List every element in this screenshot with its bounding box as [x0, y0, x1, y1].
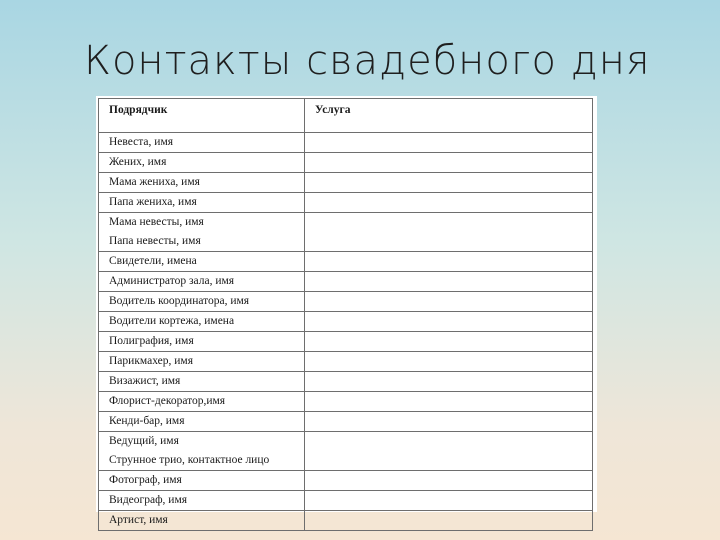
contractor-cell	[99, 272, 305, 292]
service-cell	[305, 392, 593, 412]
table-row	[99, 412, 593, 432]
service-cell	[305, 491, 593, 511]
contractor-label: Папа невесты, имя	[109, 235, 201, 247]
contractor-cell	[99, 193, 305, 213]
contractor-label: Папа жениха, имя	[109, 196, 197, 208]
table-row	[99, 332, 593, 352]
contractor-cell	[99, 292, 305, 312]
contractor-label: Мама невесты, имя	[109, 216, 204, 228]
service-cell	[305, 352, 593, 372]
service-cell	[305, 372, 593, 392]
contractor-cell	[99, 173, 305, 193]
table-row	[99, 213, 593, 252]
contractor-cell	[99, 372, 305, 392]
table-header-row	[99, 99, 593, 133]
contractor-label: Администратор зала, имя	[109, 275, 235, 287]
contractor-cell	[99, 312, 305, 332]
table-row	[99, 173, 593, 193]
table-row	[99, 471, 593, 491]
service-cell	[305, 193, 593, 213]
service-cell	[305, 412, 593, 432]
contractor-label: Водители кортежа, имена	[109, 315, 235, 327]
contractor-label: Струнное трио, контактное лицо	[109, 454, 270, 466]
service-cell	[305, 272, 593, 292]
service-cell	[305, 153, 593, 173]
contractor-cell	[99, 352, 305, 372]
header-service-label: Услуга	[315, 104, 351, 116]
service-cell	[305, 292, 593, 312]
service-cell	[305, 173, 593, 193]
contractor-label: Визажист, имя	[109, 375, 181, 387]
service-cell	[305, 332, 593, 352]
table-row	[99, 511, 593, 531]
contractor-label: Жених, имя	[109, 156, 167, 168]
contractor-label: Полиграфия, имя	[109, 335, 194, 347]
contractor-cell	[99, 213, 305, 252]
contractor-cell	[99, 471, 305, 491]
header-service	[305, 99, 593, 133]
service-cell	[305, 133, 593, 153]
contractor-cell	[99, 392, 305, 412]
contractor-cell	[99, 332, 305, 352]
table-row	[99, 392, 593, 412]
contacts-table	[98, 98, 593, 531]
contractor-cell	[99, 133, 305, 153]
contractor-cell	[99, 153, 305, 173]
service-cell	[305, 511, 593, 531]
service-cell	[305, 213, 593, 252]
contractor-cell	[99, 491, 305, 511]
contractor-cell	[99, 432, 305, 471]
contractor-label: Водитель координатора, имя	[109, 295, 250, 307]
service-cell	[305, 252, 593, 272]
table-row	[99, 432, 593, 471]
table-row	[99, 372, 593, 392]
contractor-cell	[99, 412, 305, 432]
document-sheet	[96, 96, 597, 526]
service-cell	[305, 471, 593, 491]
contractor-label: Свидетели, имена	[109, 255, 197, 267]
contractor-label: Флорист-декоратор,имя	[109, 395, 226, 407]
slide-title: Контакты свадебного дня	[84, 38, 651, 84]
table-row	[99, 252, 593, 272]
table-row	[99, 352, 593, 372]
service-cell	[305, 432, 593, 471]
contractor-label: Фотограф, имя	[109, 474, 182, 486]
contractor-label: Кенди-бар, имя	[109, 415, 185, 427]
table-row	[99, 153, 593, 173]
service-cell	[305, 312, 593, 332]
contractor-label: Невеста, имя	[109, 136, 174, 148]
contractor-label: Видеограф, имя	[109, 494, 188, 506]
table-row	[99, 312, 593, 332]
table-row	[99, 133, 593, 153]
contractor-label: Мама жениха, имя	[109, 176, 200, 188]
table-row	[99, 272, 593, 292]
contractor-label: Ведущий, имя	[109, 435, 179, 447]
contractor-label: Артист, имя	[109, 514, 168, 526]
table-row	[99, 292, 593, 312]
contractor-label: Парикмахер, имя	[109, 355, 193, 367]
contractor-cell	[99, 252, 305, 272]
header-contractor-label: Подрядчик	[109, 104, 168, 116]
contractor-cell	[99, 511, 305, 531]
table-row	[99, 491, 593, 511]
table-row	[99, 193, 593, 213]
table-body	[99, 133, 593, 531]
header-contractor	[99, 99, 305, 133]
